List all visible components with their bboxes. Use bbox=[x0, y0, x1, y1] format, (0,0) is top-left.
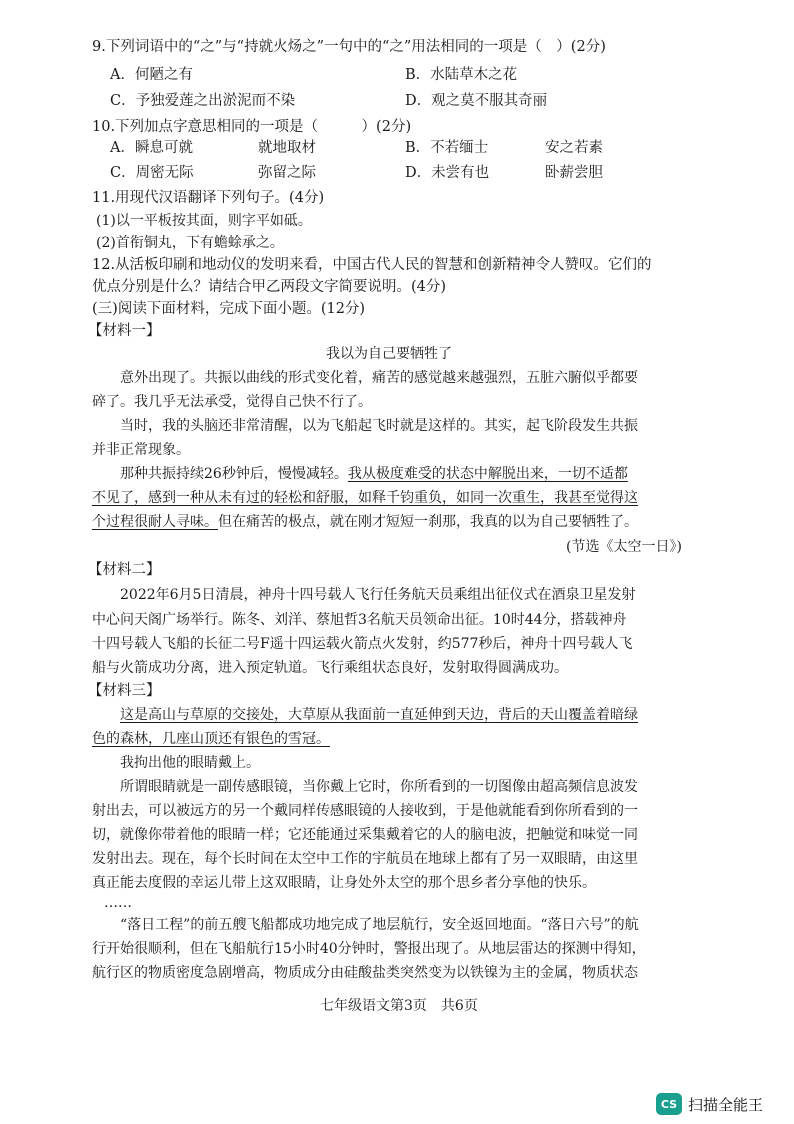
material-3-p3-line-2: 射出去，可以被远方的另一个戴同样传感眼镜的人接收到，于是他就能看到你所看到的一 bbox=[92, 803, 638, 819]
q11-sentence-2: (2)首衔铜丸，下有蟾蜍承之。 bbox=[96, 235, 284, 251]
q10-stem: 10.下列加点字意思相同的一项是（ ）(2分) bbox=[92, 119, 412, 135]
material-3-p3-line-5: 真正能去度假的幸运儿带上这双眼睛，让身处外太空的那个思乡者分享他的快乐。 bbox=[92, 875, 596, 891]
material-3-p3-line-1: 所谓眼睛就是一副传感眼镜，当你戴上它时，你所看到的一切图像由超高频信息波发 bbox=[120, 779, 638, 795]
material-1-label: 【材料一】 bbox=[88, 323, 161, 339]
material-1-source: (节选《太空一日》) bbox=[566, 539, 682, 555]
material-3-p1-line-2: 色的森林，几座山顶还有银色的雪冠。 bbox=[92, 731, 330, 747]
material-2-line-2: 中心问天阁广场举行。陈冬、刘洋、蔡旭哲3名航天员领命出征。10时44分，搭载神舟 bbox=[92, 612, 627, 628]
q9-option-a: A．何陋之有 bbox=[110, 67, 193, 83]
material-1-p3-line-1 bbox=[120, 464, 628, 484]
material-3-p3-line-4: 发射出去。现在，每个长时间在太空中工作的宇航员在地球上都有了另一双眼睛，由这里 bbox=[92, 851, 638, 867]
material-1-p3-underlined-1: 我从极度难受的状态中解脱出来，一切不适都 bbox=[347, 466, 628, 482]
q10-option-c-2: 弥留之际 bbox=[258, 165, 316, 181]
scanner-watermark-text: 扫描全能王 bbox=[688, 1095, 764, 1114]
scanner-watermark bbox=[656, 1092, 788, 1116]
material-3-ellipsis: …… bbox=[104, 895, 132, 911]
q9-option-d: D．观之莫不服其奇丽 bbox=[405, 93, 548, 109]
material-3-p4-line-3: 航行区的物质密度急剧增高，物质成分由硅酸盐类突然变为以铁镍为主的金属，物质状态 bbox=[92, 965, 638, 981]
q9-option-c: C．予独爱莲之出淤泥而不染 bbox=[110, 93, 296, 109]
material-2-label: 【材料二】 bbox=[88, 562, 161, 578]
material-3-p2: 我拘出他的眼睛戴上。 bbox=[120, 755, 260, 771]
material-2-line-1: 2022年6月5日清晨，神舟十四号载人飞行任务航天员乘组出征仪式在酒泉卫星发射 bbox=[120, 587, 636, 603]
q9-stem: 9.下列词语中的“之”与“持就火炀之”一句中的“之”用法相同的一项是（ ）(2分) bbox=[92, 39, 606, 55]
scanner-logo-icon: CS bbox=[656, 1093, 682, 1115]
material-1-p2-line-1: 当时，我的头脑还非常清醒，以为飞船起飞时就是这样的。其实，起飞阶段发生共振 bbox=[120, 418, 638, 434]
material-3-label: 【材料三】 bbox=[88, 683, 161, 699]
material-2-line-3: 十四号载人飞船的长征二号F遥十四运载火箭点火发射，约577秒后，神舟十四号载人飞 bbox=[92, 636, 633, 652]
material-1-p3-line-2: 不见了，感到一种从未有过的轻松和舒服，如释千钧重负，如同一次重生，我甚至觉得这 bbox=[92, 490, 638, 506]
material-1-p3-line-3 bbox=[92, 512, 638, 532]
material-1-p1-line-1: 意外出现了。共振以曲线的形式变化着，痛苦的感觉越来越强烈，五脏六腑似乎都要 bbox=[120, 370, 638, 386]
material-1-p3-plain-1: 那种共振持续26秒钟后，慢慢减轻。 bbox=[120, 466, 348, 482]
material-1-title: 我以为自己要牺牲了 bbox=[326, 346, 452, 362]
q10-option-a-1: A．瞬息可就 bbox=[110, 140, 193, 156]
section-3-heading: (三)阅读下面材料，完成下面小题。(12分) bbox=[92, 301, 366, 317]
page-footer: 七年级语文第3页 共6页 bbox=[320, 998, 478, 1014]
material-2-line-4: 船与火箭成功分离，进入预定轨道。飞行乘组状态良好，发射取得圆满成功。 bbox=[92, 660, 568, 676]
q11-sentence-1: (1)以一平板按其面，则字平如砥。 bbox=[96, 213, 312, 229]
material-3-p4-line-2: 行开始很顺利，但在飞船航行15小时40分钟时，警报出现了。从地层雷达的探测中得知， bbox=[92, 941, 646, 957]
material-1-p2-line-2: 并非正常现象。 bbox=[92, 442, 190, 458]
q11-stem: 11.用现代汉语翻译下列句子。(4分) bbox=[92, 190, 325, 206]
material-1-p1-line-2: 碎了。我几乎无法承受，觉得自己快不行了。 bbox=[92, 394, 372, 410]
q10-option-b-1: B．不若缅士 bbox=[405, 140, 489, 156]
q12-line-1: 12.从活板印刷和地动仪的发明来看，中国古代人民的智慧和创新精神令人赞叹。它们的 bbox=[92, 257, 652, 273]
q10-option-d-2: 卧薪尝胆 bbox=[545, 165, 603, 181]
q10-option-d-1: D．未尝有也 bbox=[405, 165, 490, 181]
q12-line-2: 优点分别是什么？请结合甲乙两段文字简要说明。(4分) bbox=[92, 279, 447, 295]
material-3-p3-line-3: 切，就像你带着他的眼睛一样；它还能通过采集戴着它的人的脑电波，把触觉和味觉一同 bbox=[92, 827, 638, 843]
q10-option-c-1: C．周密无际 bbox=[110, 165, 194, 181]
q9-option-b: B．水陆草木之花 bbox=[405, 67, 518, 83]
q10-option-a-2: 就地取材 bbox=[258, 140, 316, 156]
q10-option-b-2: 安之若素 bbox=[545, 140, 603, 156]
material-3-p4-line-1: “落日工程”的前五艘飞船都成功地完成了地层航行，安全返回地面。“落日六号”的航 bbox=[120, 917, 639, 933]
material-1-p3-plain-3: 但在痛苦的极点，就在刚才短短一刹那，我真的以为自己要牺牲了。 bbox=[218, 514, 638, 530]
material-1-p3-underlined-3: 个过程很耐人寻味。 bbox=[92, 514, 218, 530]
material-3-p1-line-1: 这是高山与草原的交接处，大草原从我面前一直延伸到天边，背后的天山覆盖着暗绿 bbox=[120, 707, 638, 723]
